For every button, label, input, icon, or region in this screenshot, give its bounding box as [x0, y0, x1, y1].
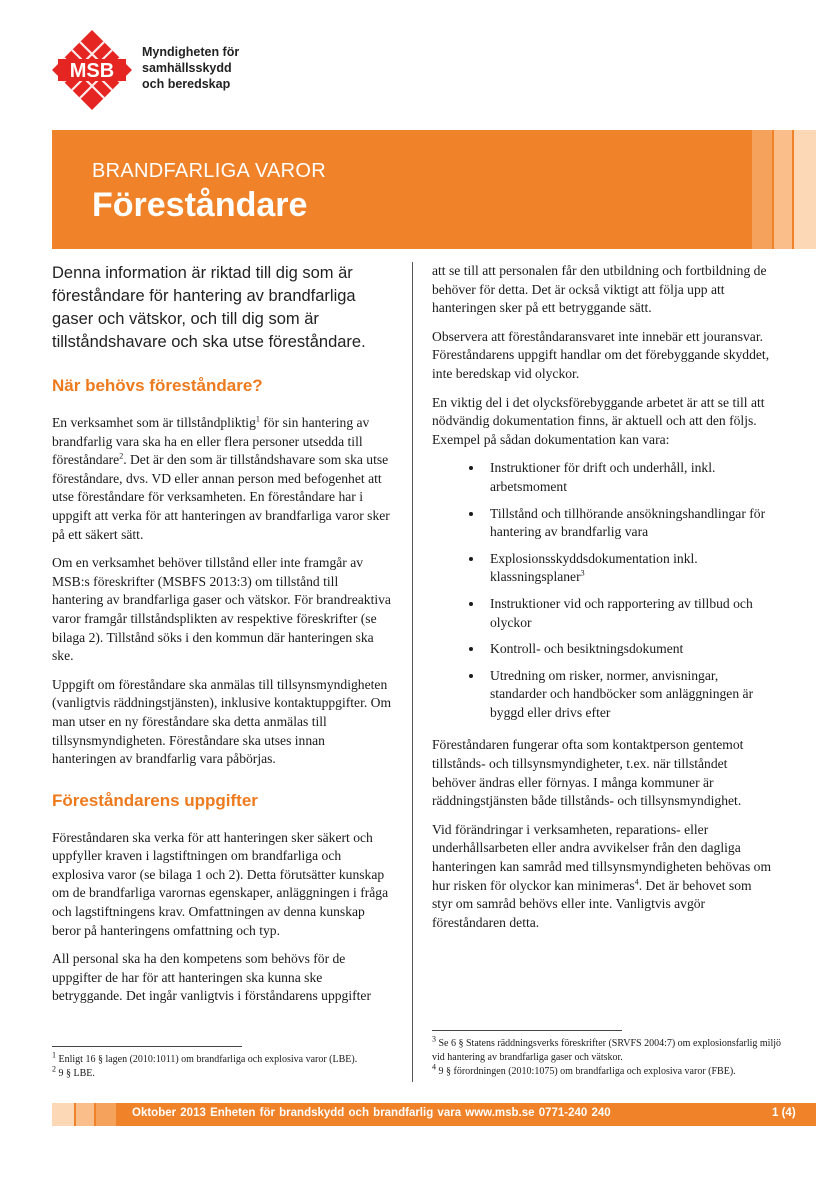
footnotes-left: [52, 1046, 392, 1081]
paragraph: [432, 821, 772, 933]
org-line-1: Myndigheten för: [142, 45, 240, 59]
footnote-ref: 3: [580, 568, 585, 578]
footnote-divider: [52, 1046, 242, 1047]
list-item: • Utredning om risker, normer, anvisningar, standarder och handböcker som anläggningen är byggd eller drivs efter: [484, 667, 772, 723]
footnote-number: 1: [52, 1050, 56, 1060]
footnote-ref: 4: [634, 877, 639, 887]
paragraph: Observera att föreståndaransvaret inte innebär ett jouransvar. Föreståndarens uppgift handlar om det förebyggande skyddet, inte beredskap vid olyckor.: [432, 328, 770, 381]
list-item: • Instruktioner för drift och underhåll, inkl. arbetsmoment: [484, 459, 772, 496]
footnote-number: 4: [432, 1062, 436, 1072]
text: Explosionsskyddsdokumentation inkl. klassningsplaner: [490, 550, 698, 585]
footnote-number: 3: [432, 1034, 436, 1044]
banner-stripe: [794, 130, 816, 249]
logo-text: MSB: [69, 60, 115, 82]
right-column: [432, 262, 772, 942]
footnotes-right: [432, 1030, 792, 1079]
text: . Det är behovet som styr om samråd behövs eller inte. Vanligtvis avgör föreståndaren detta.: [432, 877, 752, 930]
banner-kicker: BRANDFARLIGA VAROR: [92, 160, 326, 182]
column-divider: [412, 262, 413, 1082]
text: . Det är den som är tillståndshavare som ska utse föreståndare, dvs. VD eller annan person med befogenhet att utse föreståndare för verksamheten. En föreståndare har i uppgift att verka för att hanteringen av brandfarliga varor sker på ett säkert sätt.: [52, 452, 390, 542]
heading-when-needed: När behövs föreståndare?: [52, 376, 263, 395]
footnote: [52, 1050, 392, 1067]
footnote-text: Se 6 § Statens räddningsverks föreskrifter (SRVFS 2004:7) om explosionsfarlig miljö vid hantering av brandfarliga gaser och vätskor.: [432, 1038, 781, 1063]
org-line-2: samhällsskydd: [142, 61, 232, 75]
text: för sin hantering av brandfarlig vara ska ha en eller flera personer utsedda till föreståndare: [52, 415, 370, 468]
text: Vid förändringar i verksamheten, reparations- eller underhållsarbeten eller andra avvikelser från den dagliga hanteringen kan samråd med tillsynsmyndigheten behövas om hur risken för olyckor kan minimeras: [432, 821, 772, 893]
paragraph: Om en verksamhet behöver tillstånd eller inte framgår av MSB:s föreskrifter (MSBFS 2013:3) om tillstånd till hantering av brandfarliga gaser och vätskor. För brandreaktiva varor framgår tillståndsplikten av respektive föreskrifter (se bilaga 2). Tillstånd söks i den kommun där hanteringen ska ske.: [52, 555, 391, 664]
footnote-text: Enligt 16 § lagen (2010:1011) om brandfarliga och explosiva varor (LBE).: [56, 1054, 358, 1065]
documentation-list: [432, 459, 772, 722]
footnote-ref: 2: [119, 451, 124, 461]
page-number: 1 (4): [772, 1107, 796, 1119]
footer-text: Oktober 2013 Enheten för brandskydd och brandfarlig vara www.msb.se 0771-240 240: [132, 1107, 611, 1119]
text: En verksamhet som är tillståndpliktig: [52, 415, 256, 430]
list-item: [484, 550, 772, 587]
list-item: • Kontroll- och besiktningsdokument: [484, 640, 772, 659]
footnote: [432, 1062, 792, 1079]
paragraph: Föreståndaren ska verka för att hanteringen sker säkert och uppfyller kraven i lagstiftningen om brandfarliga och explosiva varor (se bilaga 1 och 2). Detta förutsätter kunskap om de brandfarliga varornas egenskaper, anläggningen i fråga och lagstiftningens krav. Omfattningen av denna kunskap beror på hanteringens omfattning och typ.: [52, 829, 389, 938]
footnote-divider: [432, 1030, 622, 1031]
page-title: Föreståndare: [92, 186, 308, 224]
paragraph: En viktig del i det olycksförebyggande arbetet är att se till att nödvändig dokumentation finns, är aktuell och att den följs. Exempel på sådan dokumentation kan vara:: [432, 394, 765, 447]
footnote-number: 2: [52, 1064, 56, 1074]
paragraph: Uppgift om föreståndare ska anmälas till tillsynsmyndigheten (vanligtvis räddningstjänsten), inklusive kontaktuppgifter. Om man utser en ny föreståndare ska detta anmälas till tillsynsmyndigheten. Föreståndare ska utses innan hanteringen av brandfarlig vara påbörjas.: [52, 676, 392, 767]
paragraph: All personal ska ha den kompetens som behövs för de uppgifter de har för att hanteringen ska kunna ske betryggande. Det ingår vanligtvis i förståndarens uppgifter: [52, 951, 371, 1004]
footnote-text: 9 § förordningen (2010:1075) om brandfarliga och explosiva varor (FBE).: [436, 1066, 736, 1077]
organization-name: [142, 44, 239, 92]
paragraph: att se till att personalen får den utbildning och fortbildning de behöver för detta. Det är också viktigt att följa upp att hanteringen sker på ett betryggande sätt.: [432, 263, 767, 316]
left-column: [52, 262, 392, 1016]
heading-duties: Föreståndarens uppgifter: [52, 790, 258, 810]
org-line-3: och beredskap: [142, 77, 231, 91]
paragraph: [52, 414, 392, 544]
footnote: [432, 1034, 792, 1065]
footer-stripe: [96, 1103, 116, 1126]
footnote-text: 9 § LBE.: [56, 1068, 95, 1079]
msb-logo: [50, 28, 134, 112]
banner-stripe: [752, 130, 772, 249]
footer-stripe: [76, 1103, 94, 1126]
banner-stripe: [774, 130, 792, 249]
intro-text: Denna information är riktad till dig som är föreståndare för hantering av brandfarliga gaser och vätskor, och till dig som är tillståndshavare och ska utse föreståndare.: [52, 264, 366, 351]
footnote-ref: 1: [255, 414, 260, 424]
list-item: • Instruktioner vid och rapportering av tillbud och olyckor: [484, 595, 772, 632]
paragraph: Föreståndaren fungerar ofta som kontaktperson gentemot tillstånds- och tillsynsmyndigheter, t.ex. när tillståndet behöver ändras eller förnyas. I många kommuner är räddningstjänsten både tillstånds- och tillsynsmyndighet.: [432, 737, 744, 809]
footer-stripe: [52, 1103, 74, 1126]
list-item: • Tillstånd och tillhörande ansökningshandlingar för hantering av brandfarlig vara: [484, 505, 772, 542]
footnote: [52, 1064, 392, 1081]
